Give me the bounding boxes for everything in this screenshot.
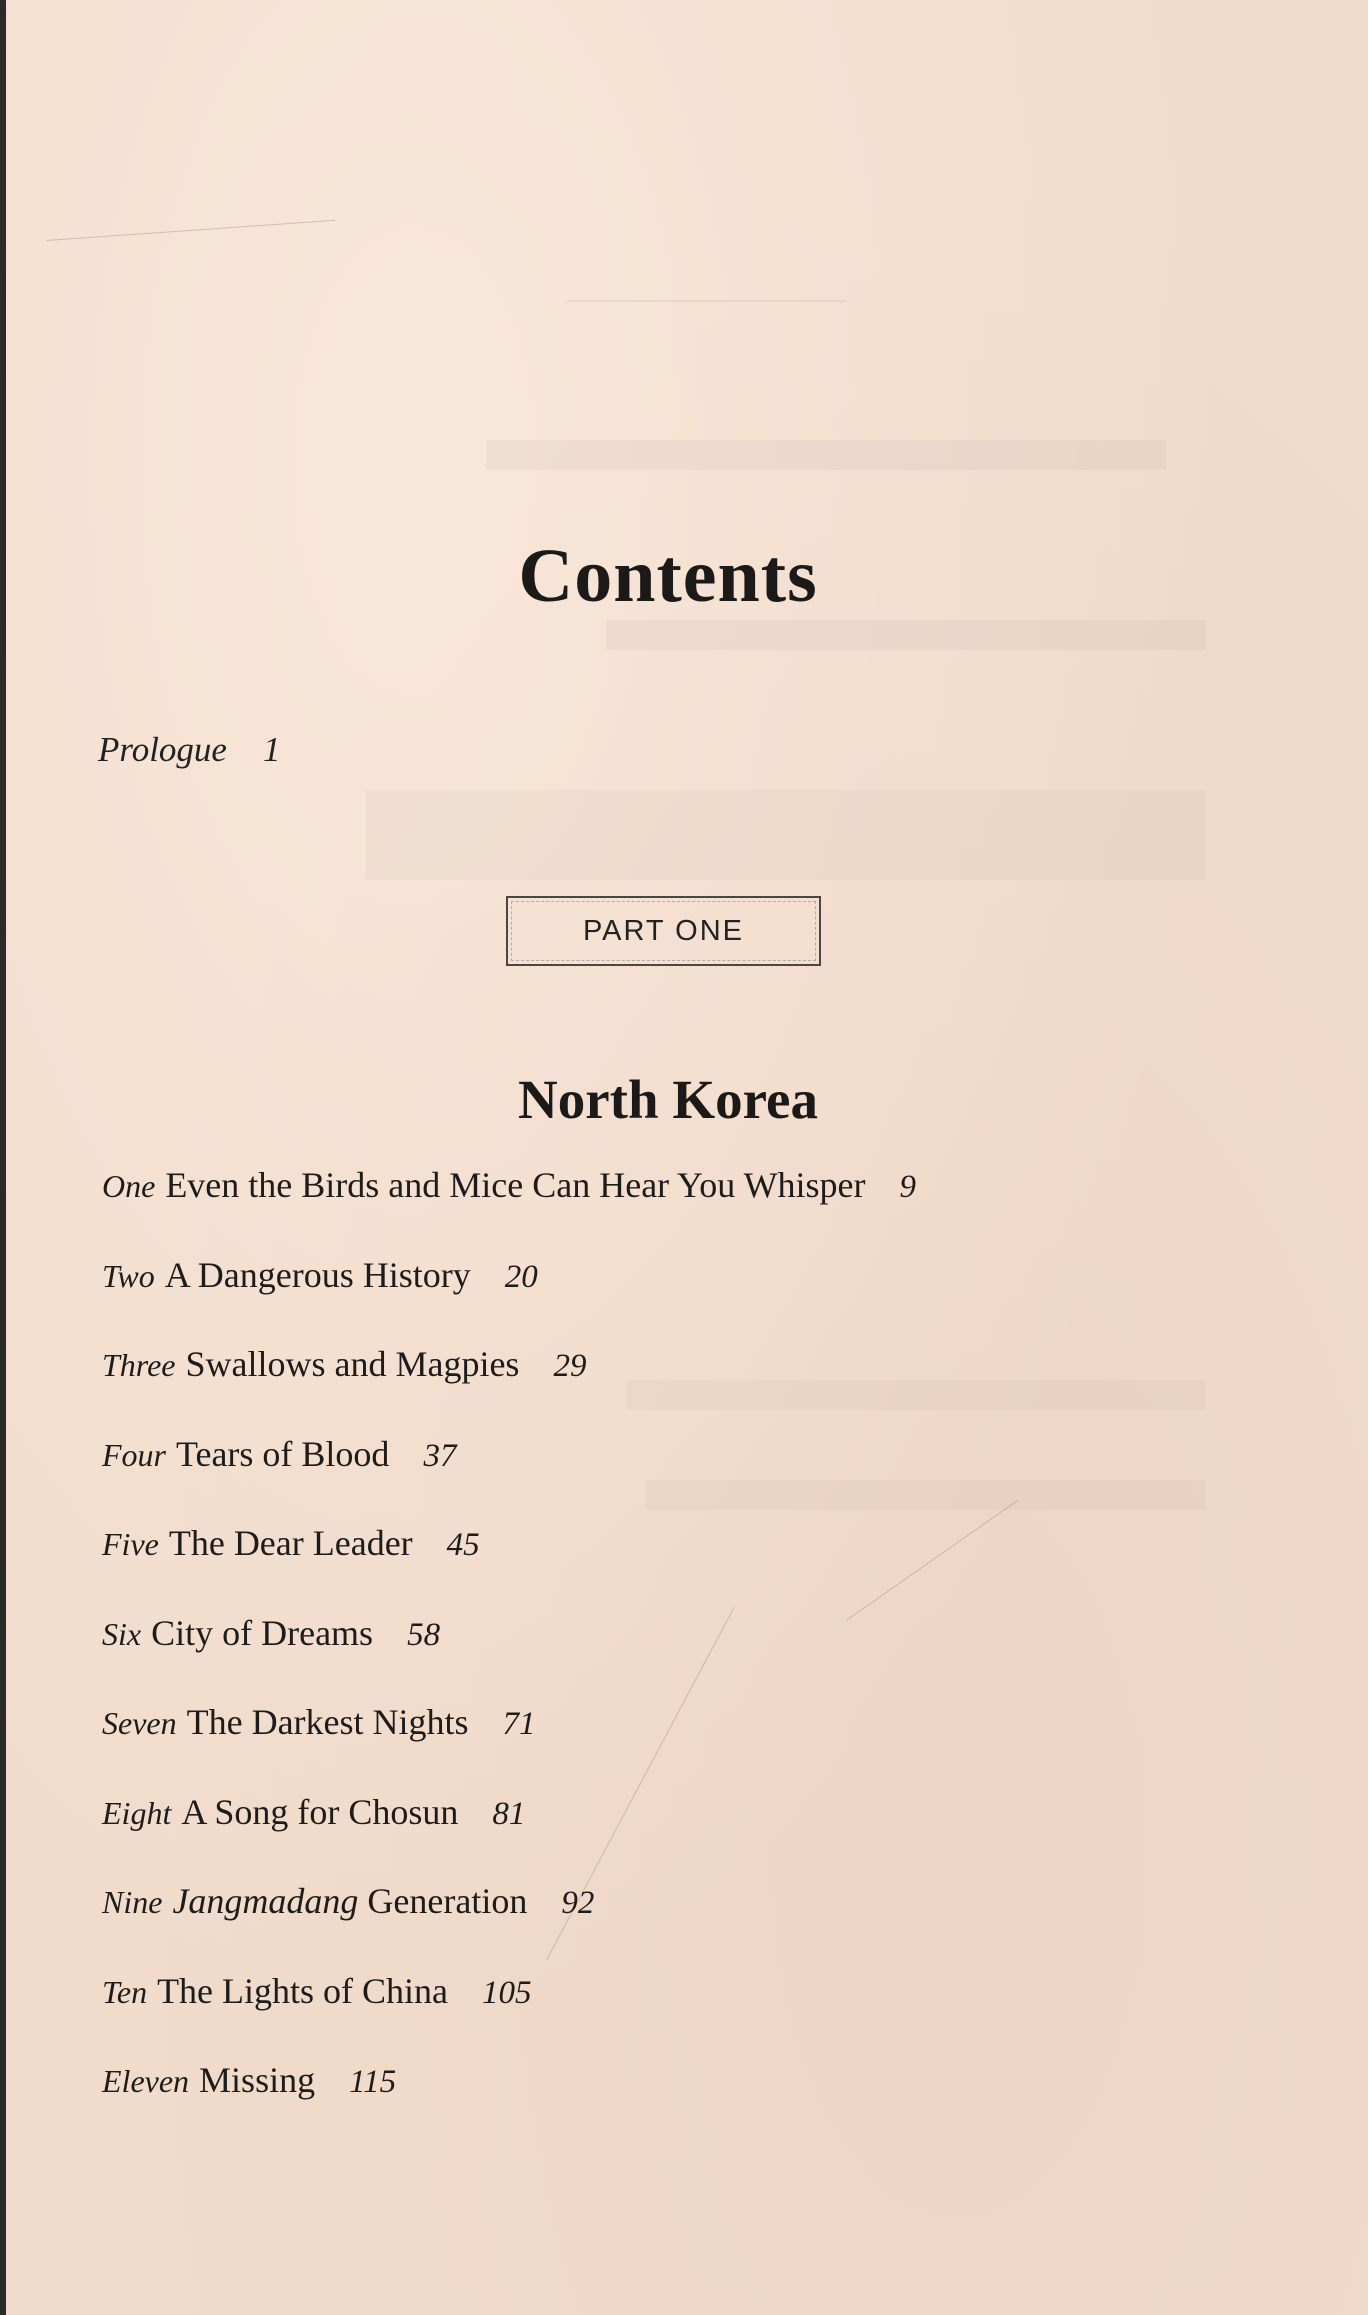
chapter-title: The Dear Leader [168, 1523, 413, 1563]
chapter-entry-one [102, 1160, 916, 1250]
page-title: Contents [518, 533, 818, 618]
show-through-shadow [606, 620, 1206, 650]
chapter-entry-ten [102, 1966, 916, 2056]
chapter-page: 20 [504, 1258, 538, 1295]
chapter-page: 9 [899, 1169, 917, 1205]
show-through-shadow [566, 300, 846, 362]
chapter-list [102, 1160, 916, 2145]
chapter-page: 71 [502, 1706, 536, 1742]
part-label-box [506, 896, 821, 966]
part-label: PART ONE [582, 914, 745, 947]
chapter-entry-three [102, 1339, 916, 1429]
chapter-title: The Lights of China [157, 1970, 449, 2011]
chapter-number: One [102, 1168, 156, 1204]
chapter-page: 58 [407, 1616, 441, 1653]
chapter-page: 37 [423, 1437, 457, 1474]
prologue-entry [98, 730, 280, 770]
chapter-page: 105 [482, 1974, 532, 2011]
chapter-entry-four [102, 1429, 916, 1519]
chapter-number: Six [102, 1615, 142, 1652]
chapter-number: Five [102, 1526, 159, 1562]
chapter-entry-seven [102, 1697, 916, 1787]
chapter-title-rest: Generation [367, 1881, 528, 1921]
chapter-title: A Dangerous History [164, 1254, 471, 1295]
chapter-entry-two [102, 1250, 916, 1340]
chapter-entry-five [102, 1518, 916, 1608]
chapter-entry-six [102, 1608, 916, 1698]
chapter-page: 45 [446, 1527, 480, 1563]
chapter-title: City of Dreams [151, 1612, 374, 1653]
show-through-shadow [366, 790, 1206, 880]
chapter-title: The Darkest Nights [186, 1702, 469, 1742]
chapter-number: Eleven [102, 2063, 190, 2099]
chapter-page: 29 [553, 1348, 587, 1384]
chapter-page: 92 [561, 1885, 595, 1921]
chapter-title: Even the Birds and Mice Can Hear You Whisper [165, 1165, 866, 1205]
chapter-entry-eleven [102, 2055, 916, 2145]
chapter-title: Tears of Blood [176, 1433, 390, 1474]
paper-scratch [46, 220, 335, 241]
chapter-entry-eight [102, 1787, 916, 1877]
chapter-page: 115 [349, 2064, 397, 2100]
chapter-title [172, 1881, 527, 1921]
part-title: North Korea [518, 1068, 818, 1130]
prologue-page: 1 [262, 730, 281, 769]
chapter-number: Nine [102, 1884, 163, 1920]
chapter-page: 81 [492, 1795, 526, 1832]
chapter-entry-nine [102, 1876, 916, 1966]
chapter-title: Swallows and Magpies [185, 1344, 520, 1384]
chapter-number: Eight [102, 1794, 172, 1831]
chapter-number: Seven [102, 1705, 177, 1741]
chapter-number: Four [102, 1436, 166, 1473]
book-page [6, 0, 1368, 2315]
chapter-number: Three [102, 1347, 176, 1383]
chapter-number: Two [102, 1257, 155, 1294]
chapter-number: Ten [102, 1973, 148, 2010]
chapter-title-italic: Jangmadang [172, 1881, 359, 1921]
show-through-shadow [486, 440, 1166, 470]
prologue-label: Prologue [98, 730, 227, 769]
chapter-title: Missing [199, 2060, 316, 2100]
chapter-title: A Song for Chosun [181, 1791, 459, 1832]
